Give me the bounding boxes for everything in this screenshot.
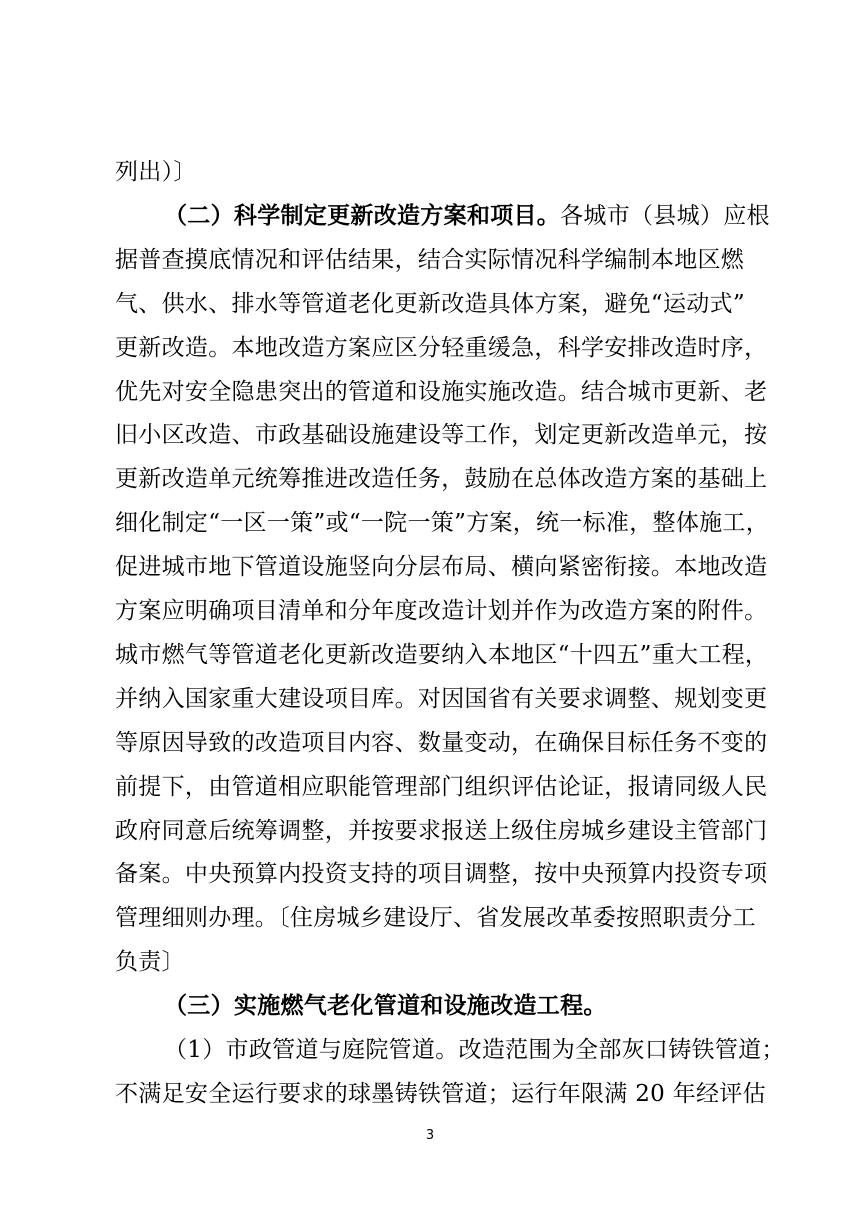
line-text: 政府同意后统筹调整，并按要求报送上级住房城乡建设主管部门 bbox=[115, 818, 768, 844]
text-line bbox=[115, 377, 768, 407]
line-text: 细化制定“一区一策”或“一院一策”方案，统一标准，整体施工， bbox=[115, 510, 770, 536]
line-text: 备案。中央预算内投资支持的项目调整，按中央预算内投资专项 bbox=[115, 861, 768, 887]
text-line bbox=[115, 596, 768, 626]
text-line bbox=[115, 728, 768, 758]
line-text: 前提下，由管道相应职能管理部门组织评估论证，报请同级人民 bbox=[115, 774, 768, 800]
text-line bbox=[115, 772, 768, 802]
text-line bbox=[115, 640, 769, 670]
section-heading: （二）科学制定更新改造方案和项目。 bbox=[164, 202, 561, 229]
text-line bbox=[115, 464, 768, 494]
line-text: 优先对安全隐患突出的管道和设施实施改造。结合城市更新、老 bbox=[115, 379, 768, 405]
line-text: 列出）〕 bbox=[115, 159, 197, 185]
line-text: 方案应明确项目清单和分年度改造计划并作为改造方案的附件。 bbox=[115, 598, 768, 624]
line-text: 负责〕 bbox=[115, 949, 185, 975]
line-text: 促进城市地下管道设施竖向分层布局、横向紧密衔接。本地改造 bbox=[115, 554, 768, 580]
line-text: 更新改造单元统筹推进改造任务，鼓励在总体改造方案的基础上 bbox=[115, 466, 768, 492]
text-line bbox=[115, 684, 768, 714]
text-line bbox=[115, 289, 755, 319]
text-line bbox=[115, 816, 768, 846]
text-line bbox=[115, 859, 768, 889]
text-line bbox=[115, 508, 770, 538]
line-text: 并纳入国家重大建设项目库。对因国省有关要求调整、规划变更 bbox=[115, 686, 768, 712]
line-text: 不满足安全运行要求的球墨铸铁管道；运行年限满 20 年经评估 bbox=[115, 1081, 766, 1107]
line-text: 据普查摸底情况和评估结果，结合实际情况科学编制本地区燃 bbox=[115, 247, 745, 273]
text-line bbox=[115, 552, 768, 582]
text-line bbox=[115, 333, 768, 363]
text-line bbox=[115, 157, 755, 187]
page-number: 3 bbox=[425, 1128, 435, 1143]
line-text: 管理细则办理。〔住房城乡建设厅、省发展改革委按照职责分工 bbox=[115, 905, 756, 931]
text-line bbox=[115, 947, 755, 977]
section-heading-line bbox=[164, 201, 770, 231]
line-text: 更新改造。本地改造方案应区分轻重缓急，科学安排改造时序， bbox=[115, 335, 768, 361]
text-line bbox=[115, 420, 768, 450]
line-text: 等原因导致的改造项目内容、数量变动，在确保目标任务不变的 bbox=[115, 730, 768, 756]
text-line bbox=[115, 903, 755, 933]
line-text: （1）市政管道与庭院管道。改造范围为全部灰口铸铁管道； bbox=[164, 1037, 785, 1063]
section-heading-line bbox=[164, 991, 755, 1021]
line-text: 各城市（县城）应根 bbox=[560, 203, 770, 229]
text-line bbox=[164, 1035, 785, 1065]
text-line bbox=[115, 245, 755, 275]
line-text: 城市燃气等管道老化更新改造要纳入本地区“十四五”重大工程， bbox=[115, 642, 769, 668]
section-heading: （三）实施燃气老化管道和设施改造工程。 bbox=[164, 992, 607, 1019]
text-line bbox=[115, 1079, 766, 1109]
line-text: 旧小区改造、市政基础设施建设等工作，划定更新改造单元，按 bbox=[115, 422, 768, 448]
line-text: 气、供水、排水等管道老化更新改造具体方案，避免“运动式” bbox=[115, 291, 745, 317]
